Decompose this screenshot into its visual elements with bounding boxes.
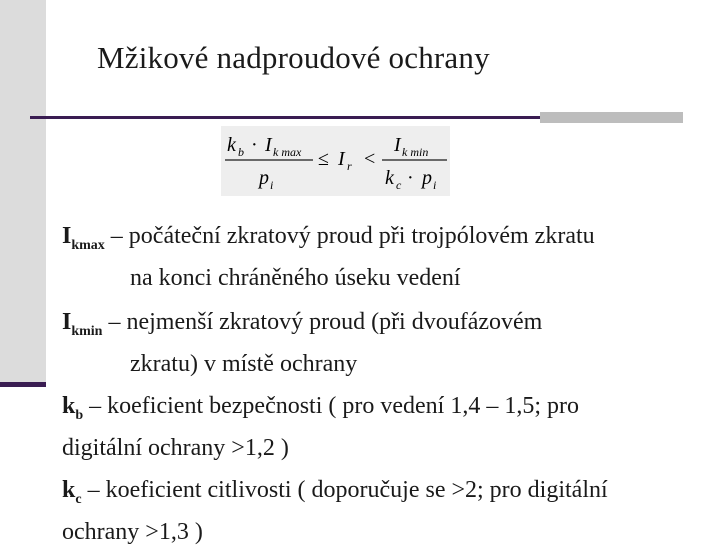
formula-leq: ≤ xyxy=(318,148,329,170)
definition-text: – koeficient bezpečnosti ( pro vedení 1,4 – 1,5; pro xyxy=(83,393,580,419)
definition-line-2: digitální ochrany >1,2 ) xyxy=(62,435,289,461)
formula-pi-right: p xyxy=(422,167,432,189)
formula-ikmin: I xyxy=(394,134,401,156)
formula-ikmin-sub: k min xyxy=(402,145,429,159)
formula-lt: < xyxy=(364,148,376,170)
formula-pi-right-sub: i xyxy=(433,178,437,192)
definition-line-2: ochrany >1,3 ) xyxy=(62,519,203,545)
left-bar-lower xyxy=(0,387,46,540)
definition-line-1 xyxy=(62,390,712,432)
definition-symbol: I xyxy=(62,223,72,249)
definition-item xyxy=(62,220,712,294)
definition-text: – počáteční zkratový proud při trojpólovém zkratu xyxy=(104,223,595,249)
formula-kb: k xyxy=(227,134,236,156)
left-accent-bar xyxy=(0,0,46,384)
formula-pi-sub: i xyxy=(270,178,274,192)
definition-subscript: b xyxy=(75,408,84,423)
formula-graphic xyxy=(221,126,450,196)
formula-pi: p xyxy=(259,167,269,189)
definition-item xyxy=(62,474,717,548)
title-underline-accent xyxy=(540,112,683,123)
definition-symbol: k xyxy=(62,477,76,503)
formula-ikmax-sub: k max xyxy=(273,145,302,159)
definition-subscript: c xyxy=(75,492,82,507)
definition-subscript: kmax xyxy=(71,238,105,253)
formula-dot-1: · xyxy=(251,134,258,156)
definition-item xyxy=(62,390,712,464)
definition-line-2: na konci chráněného úseku vedení xyxy=(130,265,461,291)
definition-subscript: kmin xyxy=(71,324,103,339)
definition-line-2: zkratu) v místě ochrany xyxy=(130,351,358,377)
formula-box xyxy=(221,126,450,196)
formula-kb-sub: b xyxy=(238,145,244,159)
definition-line-1 xyxy=(62,306,712,348)
formula-ir-sub: r xyxy=(347,159,352,173)
definition-line-1 xyxy=(62,474,717,516)
formula-kc-sub: c xyxy=(396,178,402,192)
definition-text: – koeficient citlivosti ( doporučuje se >2; pro digitální xyxy=(81,477,608,503)
title-underline xyxy=(30,116,540,119)
definition-item xyxy=(62,306,712,380)
slide-title: Mžikové nadproudové ochrany xyxy=(97,40,490,75)
formula-kc: k xyxy=(385,167,394,189)
definition-symbol: I xyxy=(62,309,72,335)
formula-ir: I xyxy=(338,148,345,170)
definition-line-1 xyxy=(62,220,712,262)
formula-dot-2: · xyxy=(407,167,414,189)
formula-ik: I xyxy=(265,134,272,156)
definition-text: – nejmenší zkratový proud (při dvoufázovém xyxy=(102,309,543,335)
definition-symbol: k xyxy=(62,393,76,419)
